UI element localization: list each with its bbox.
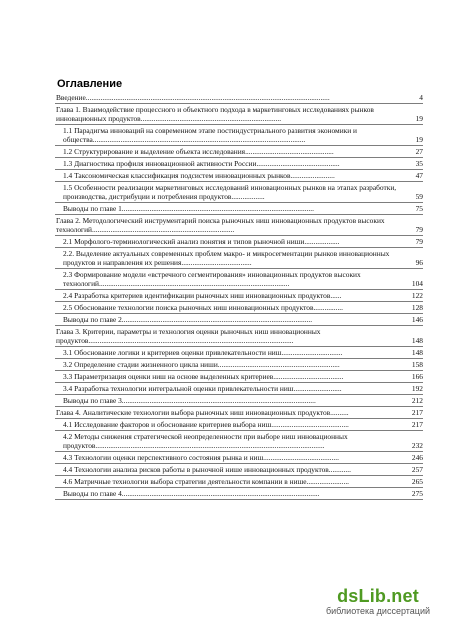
toc-entry-page: 75 [415, 203, 423, 213]
toc-entry-text [63, 360, 412, 369]
toc-entry [55, 92, 423, 104]
toc-entry-title: 3.2 Определение стадии жизненного цикла ниши [63, 360, 218, 370]
toc-entry-title: Выводы по главе 1 [63, 203, 122, 213]
toc-entry-text [63, 420, 412, 429]
toc-entry-dots: .......................................... [271, 420, 349, 430]
toc-entry-title: 3.1 Обоснование логики и критериев оценки привлекательности ниш [63, 348, 282, 358]
toc-entry-page: 47 [415, 170, 423, 180]
toc-entry [55, 290, 423, 302]
toc-entry-dots: ................................. [281, 348, 343, 358]
toc-entry-dots: ................ [313, 303, 343, 313]
toc-entry-dots: ...... [330, 291, 342, 301]
toc-entry-title: 2.3 Формирование модели «встречного сегментирования» инновационных продуктов высоких технологий [63, 270, 361, 289]
toc-entry-dots: .......................... [293, 384, 342, 394]
toc-entry-text [56, 327, 412, 345]
toc-entry [55, 326, 423, 347]
toc-entry-page: 96 [415, 258, 423, 268]
toc-entry-page: 212 [411, 396, 423, 406]
toc-entry-text [63, 126, 416, 144]
toc-entry-text [63, 183, 416, 201]
toc-entry-title: Глава 1. Взаимодействие процессного и объектного подхода в маркетинговых исследованиях рынков инновационных продуктов [56, 104, 374, 123]
toc-entry-page: 128 [411, 303, 423, 313]
toc-entry-dots: ........................................................................................................... [121, 489, 320, 499]
toc-entry [55, 383, 423, 395]
toc-entry [55, 476, 423, 488]
toc-entry-page: 27 [415, 146, 423, 156]
toc-entry-title: 3.4 Разработка технологии интегральной оценки привлекательности ниш [63, 384, 294, 394]
toc-entry-text [63, 477, 412, 486]
toc-entry [55, 488, 423, 500]
toc-entry [55, 215, 423, 236]
toc-entry-text [63, 159, 416, 168]
toc-entry-text [63, 453, 412, 462]
toc-entry-page: 192 [411, 384, 423, 394]
toc-entry-page: 257 [411, 465, 423, 475]
toc-entry [55, 236, 423, 248]
toc-entry-text [63, 303, 412, 312]
toc-entry-page: 232 [411, 441, 423, 451]
toc-entry-text [63, 396, 412, 405]
toc-entry-title: 2.5 Обоснование технологии поиска рыночных ниш инновационных продуктов [63, 303, 314, 313]
toc-entry-title: Выводы по главе 4 [63, 489, 122, 499]
toc-entry-text [63, 147, 416, 156]
toc-entry-dots: ......................................................................................................... [121, 396, 316, 406]
toc-entry [55, 158, 423, 170]
toc-entry-text [63, 348, 412, 357]
site-watermark [312, 586, 444, 617]
toc-entry-dots: ....................................................................................................... [121, 315, 313, 325]
toc-entry-page: 217 [411, 420, 423, 430]
toc-entry-text [63, 489, 412, 498]
toc-entry-page: 246 [411, 453, 423, 463]
toc-entry-title: 2.1 Морфолого-терминологический анализ понятия и типов рыночной ниши [63, 237, 305, 247]
toc-entry-dots: ........................................................................................................ [121, 203, 314, 213]
toc-entry-dots: ............................................................................. [92, 225, 235, 235]
toc-entry-title: 4.2 Методы снижения стратегической неопределенности при выборе ниш инновационных продуктов [63, 432, 348, 451]
toc-entry-dots: ...................................... [181, 258, 252, 268]
toc-entry-text [63, 432, 412, 450]
toc-entry-page: 4 [419, 92, 423, 102]
watermark-logo: dsLib.net [337, 586, 419, 606]
toc-entry-dots: .......... [330, 408, 349, 418]
toc-entry [55, 248, 423, 269]
toc-entry-title: Глава 3. Критерии, параметры и технология оценки рыночных ниш инновационных продуктов [56, 327, 321, 346]
toc-entry-page: 148 [411, 336, 423, 346]
toc-entry-page: 158 [411, 360, 423, 370]
toc-entry-page: 166 [411, 372, 423, 382]
toc-entry [55, 407, 423, 419]
toc-entry-dots: ............................................................................................................................ [95, 441, 325, 451]
toc-heading: Оглавление [57, 78, 123, 90]
toc-entry-text [63, 315, 412, 324]
toc-entry [55, 104, 423, 125]
toc-entry-dots: ................................................................................................................... [92, 134, 306, 144]
toc-entry-title: Выводы по главе 2 [63, 315, 122, 325]
toc-entry-title: 4.1 Исследование факторов и обоснование критериев выбора ниш [63, 420, 272, 430]
toc-entry [55, 431, 423, 452]
toc-entry-title: 2.2. Выделение актуальных современных проблем макро- и микросегментации рынков инновационных продуктов и направления их решения [63, 249, 390, 268]
toc-entry [55, 371, 423, 383]
toc-entry-dots: ................... [304, 237, 340, 247]
toc-entry [55, 302, 423, 314]
toc-entry-text [63, 291, 412, 300]
toc-entry-text [63, 384, 412, 393]
toc-entry [55, 170, 423, 182]
toc-entry-page: 122 [411, 291, 423, 301]
toc-entry-dots: ............ [328, 465, 351, 475]
toc-entry-page: 19 [415, 134, 423, 144]
toc-entry-title: Глава 4. Аналитические технологии выбора рыночных ниш инновационных продуктов [56, 408, 331, 418]
toc-entry-text [63, 171, 416, 180]
toc-entry-title: Введение [56, 92, 86, 102]
toc-entry-text [63, 372, 412, 381]
toc-entry-dots: ............................................................................ [140, 113, 282, 123]
toc-entry-dots: ....................... [306, 477, 350, 487]
toc-entry [55, 146, 423, 158]
toc-entry-page: 79 [415, 237, 423, 247]
toc-entry-dots: .................................................................................................................................... [85, 92, 330, 102]
toc-entry-page: 146 [411, 315, 423, 325]
toc-entry [55, 182, 423, 203]
toc-entry-dots: ........................................ [265, 453, 339, 463]
toc-entry-dots: ............................................................................................................... [88, 336, 294, 346]
toc-entry-title: Выводы по главе 3 [63, 396, 122, 406]
toc-entry-title: 4.3 Технологии оценки перспективного состояния рынка и ниш. [63, 453, 266, 463]
toc-entry-dots: ...................................... [273, 372, 344, 382]
toc-entry [55, 347, 423, 359]
toc-entry [55, 314, 423, 326]
toc-entry-dots: .................. [231, 191, 265, 201]
toc-entry-text [56, 93, 419, 102]
toc-entry-text [63, 204, 416, 213]
toc-entry-page: 79 [415, 225, 423, 235]
toc-entry [55, 419, 423, 431]
toc-entry-title: Глава 2. Методологический инструментарий поиска рыночных ниш инновационных продуктов высоких технологий [56, 215, 385, 235]
toc-entry-page: 275 [411, 489, 423, 499]
toc-entry-title: 1.3 Диагностика профиля инновационной активности России [63, 158, 257, 168]
toc-entry-dots: .................................................................. [217, 360, 340, 370]
toc-entry-text [63, 270, 412, 288]
toc-entry-page: 19 [415, 113, 423, 123]
toc-entry-page: 35 [415, 158, 423, 168]
toc-entry-dots: ................................................ [245, 146, 334, 156]
toc-entry-dots: ........................ [290, 170, 335, 180]
toc-entry-text [63, 465, 412, 474]
toc-entry-text [63, 237, 416, 246]
toc-entry-text [56, 408, 412, 417]
toc-entry-text [56, 105, 416, 123]
toc-entry-title: 1.2 Структурирование и выделение объекта исследования [63, 146, 246, 156]
toc-entry [55, 125, 423, 146]
toc-entry-title: 4.6 Матричные технологии выбора стратегии деятельности компании в нише [63, 477, 307, 487]
toc-entry [55, 203, 423, 215]
toc-entry-dots: ............................................. [256, 158, 340, 168]
toc-entry-page: 217 [411, 408, 423, 418]
toc-entry-text [63, 249, 416, 267]
toc-entry [55, 269, 423, 290]
toc-entry-page: 104 [411, 279, 423, 289]
toc-entry-dots: ....................................................................................................... [99, 279, 290, 289]
toc-entry-title: 1.4 Таксономическая классификация подсистем инновационных рынков [63, 170, 291, 180]
toc-entry-title: 3.3 Параметризация оценки ниш на основе выделенных критериев [63, 372, 274, 382]
toc-entry-page: 265 [411, 477, 423, 487]
toc-entry-title: 1.1 Парадигма инноваций на современном этапе постиндустриального развития экономики и общества [63, 125, 358, 144]
toc-entry-page: 59 [415, 191, 423, 201]
toc-entry [55, 464, 423, 476]
toc-entry-page: 148 [411, 348, 423, 358]
toc-entry-text [56, 216, 416, 234]
toc-entry-title: 4.4 Технологии анализа рисков работы в рыночной нише инновационных продуктов [63, 465, 329, 475]
toc-entry [55, 395, 423, 407]
watermark-subtitle: библиотека диссертаций [325, 606, 430, 616]
toc-entry-title: 2.4 Разработка критериев идентификации рыночных ниш инновационных продуктов [63, 291, 331, 301]
toc-entry [55, 359, 423, 371]
table-of-contents [55, 92, 423, 500]
toc-entry-title: 1.5 Особенности реализации маркетинговых исследований инновационных рынков на этапах разработки, производства, дистрибуции и потребления продуктов [63, 182, 397, 201]
toc-entry [55, 452, 423, 464]
